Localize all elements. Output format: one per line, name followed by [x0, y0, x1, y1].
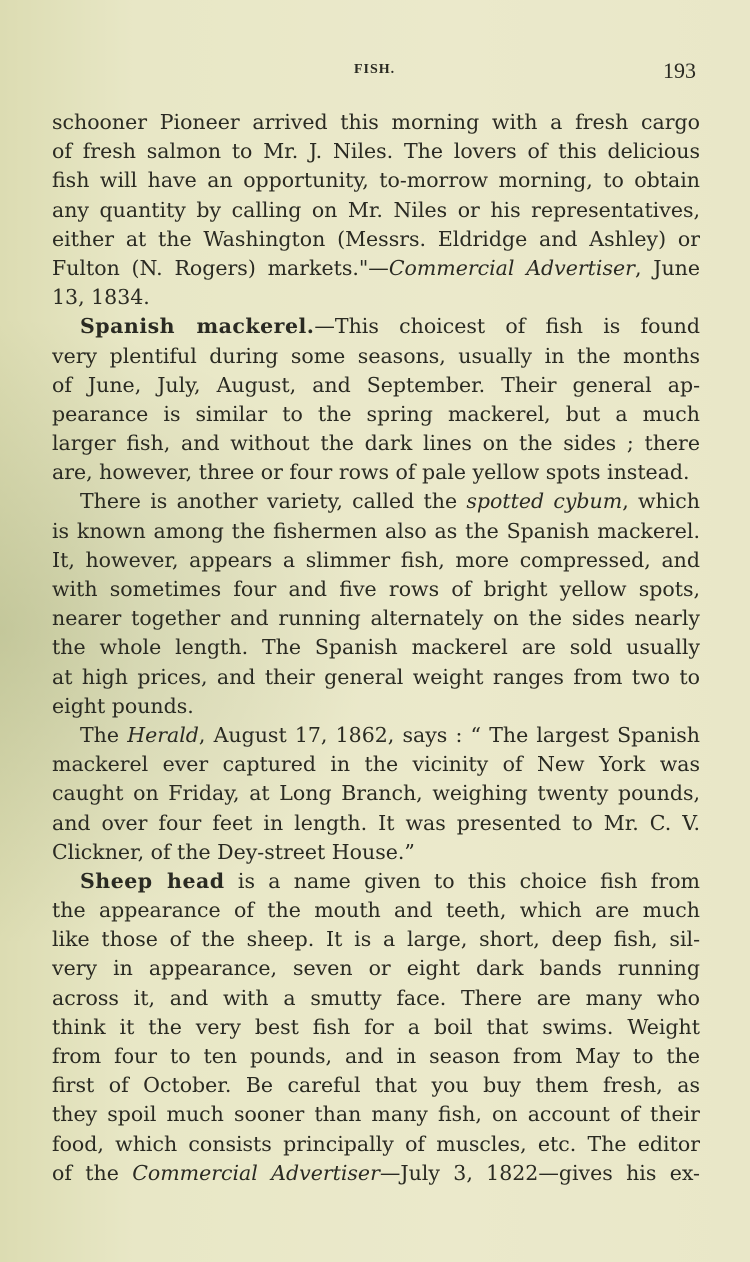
text-segment: from four to ten pounds, and in season from May to the — [52, 1044, 700, 1068]
text-segment: first of October. Be careful that you buy them fresh, as — [52, 1073, 700, 1098]
text-segment: —This choicest of fish is found — [314, 314, 700, 339]
text-line — [52, 1100, 700, 1129]
text-segment: of June, July, August, and September. Their general ap- — [52, 372, 700, 397]
text-segment: eight pounds. — [52, 693, 194, 718]
italic-title: Commercial Advertiser — [132, 1160, 380, 1185]
text-segment: Clickner, of the Dey-street House.” — [52, 839, 415, 864]
text-line — [52, 604, 700, 633]
text-line — [52, 663, 700, 692]
text-segment: , June — [634, 255, 700, 280]
text-line — [52, 1071, 700, 1100]
text-line — [52, 925, 700, 954]
text-segment: with sometimes four and five rows of bright yellow spots, — [52, 577, 700, 601]
text-segment: larger fish, and without the dark lines on the sides ; there — [52, 431, 700, 456]
text-segment: schooner Pioneer arrived this morning with a fresh cargo — [52, 110, 700, 134]
text-segment: fish will have an opportunity, to-morrow morning, to obtain — [52, 168, 700, 193]
text-segment: at high prices, and their general weight ranges from two to — [52, 664, 700, 689]
text-segment: 13, 1834. — [52, 285, 150, 310]
italic-title: Commercial Advertiser — [388, 255, 635, 280]
text-segment: —July 3, 1822—gives his ex- — [379, 1160, 700, 1185]
text-line — [52, 458, 700, 487]
page-number: 193 — [663, 58, 696, 83]
section-heading: Spanish mackerel. — [80, 314, 315, 339]
text-line — [52, 400, 700, 429]
text-line — [52, 254, 700, 283]
text-segment: are, however, three or four rows of pale yellow spots instead. — [52, 460, 690, 485]
text-line — [52, 1042, 700, 1071]
text-segment: very in appearance, seven or eight dark bands running — [52, 956, 700, 981]
text-line — [52, 867, 700, 896]
section-heading: Sheep head — [80, 868, 225, 893]
text-line — [52, 954, 700, 983]
text-segment: either at the Washington (Messrs. Eldridge and Ashley) or — [52, 226, 700, 251]
text-line — [52, 487, 700, 516]
text-segment: they spoil much sooner than many fish, on account of their — [52, 1102, 700, 1127]
text-segment: across it, and with a smutty face. There are many who — [52, 985, 700, 1010]
text-segment: and over four feet in length. It was presented to Mr. C. V. — [52, 810, 700, 835]
text-segment: caught on Friday, at Long Branch, weighing twenty pounds, — [52, 781, 700, 806]
text-segment: think it the very best fish for a boil that swims. Weight — [52, 1014, 700, 1039]
text-segment: The — [80, 722, 128, 747]
text-line — [52, 371, 700, 400]
text-line — [52, 312, 700, 341]
text-line — [52, 1130, 700, 1159]
text-line — [52, 137, 700, 166]
text-line — [52, 196, 700, 225]
text-line — [52, 692, 700, 721]
text-line — [52, 984, 700, 1013]
text-line — [52, 166, 700, 195]
text-segment: very plentiful during some seasons, usually in the months — [52, 343, 700, 368]
text-segment: food, which consists principally of muscles, etc. The editor — [52, 1131, 700, 1156]
text-segment: nearer together and running alternately on the sides nearly — [52, 606, 700, 631]
text-line — [52, 225, 700, 254]
text-line — [52, 750, 700, 779]
text-segment: pearance is similar to the spring mackerel, but a much — [52, 401, 700, 426]
text-line — [52, 546, 700, 575]
text-segment: of the — [52, 1160, 133, 1185]
text-line — [52, 517, 700, 546]
text-line — [52, 721, 700, 750]
text-segment: is known among the fishermen also as the Spanish mackerel. — [52, 518, 700, 543]
text-line — [52, 575, 700, 604]
text-line — [52, 779, 700, 808]
text-line — [52, 633, 700, 662]
text-line — [52, 838, 700, 867]
text-segment: , which — [622, 489, 700, 514]
text-line — [52, 1013, 700, 1042]
text-segment: There is another variety, called the — [80, 489, 467, 514]
running-head — [0, 58, 750, 82]
text-line — [52, 429, 700, 458]
text-line — [52, 108, 700, 137]
text-segment: mackerel ever captured in the vicinity of New York was — [52, 752, 700, 777]
text-line — [52, 1159, 700, 1188]
text-segment: the whole length. The Spanish mackerel are sold usually — [52, 635, 700, 660]
text-segment: of fresh salmon to Mr. J. Niles. The lovers of this delicious — [52, 139, 700, 164]
text-segment: like those of the sheep. It is a large, short, deep fish, sil- — [52, 927, 700, 952]
text-segment: is a name given to this choice fish from — [224, 868, 700, 893]
body-text — [52, 108, 700, 1188]
running-title: FISH. — [354, 62, 396, 77]
italic-title: Herald — [127, 722, 199, 747]
text-segment: , August 17, 1862, says : “ The largest Spanish — [198, 722, 700, 747]
text-segment: Fulton (N. Rogers) markets."— — [52, 255, 389, 280]
italic-title: spotted cybum — [466, 489, 623, 514]
text-segment: any quantity by calling on Mr. Niles or his representatives, — [52, 197, 700, 222]
text-segment: the appearance of the mouth and teeth, which are much — [52, 898, 700, 923]
text-line — [52, 342, 700, 371]
text-line — [52, 809, 700, 838]
text-segment: It, however, appears a slimmer fish, more compressed, and — [52, 547, 700, 572]
text-line — [52, 283, 700, 312]
text-line — [52, 896, 700, 925]
